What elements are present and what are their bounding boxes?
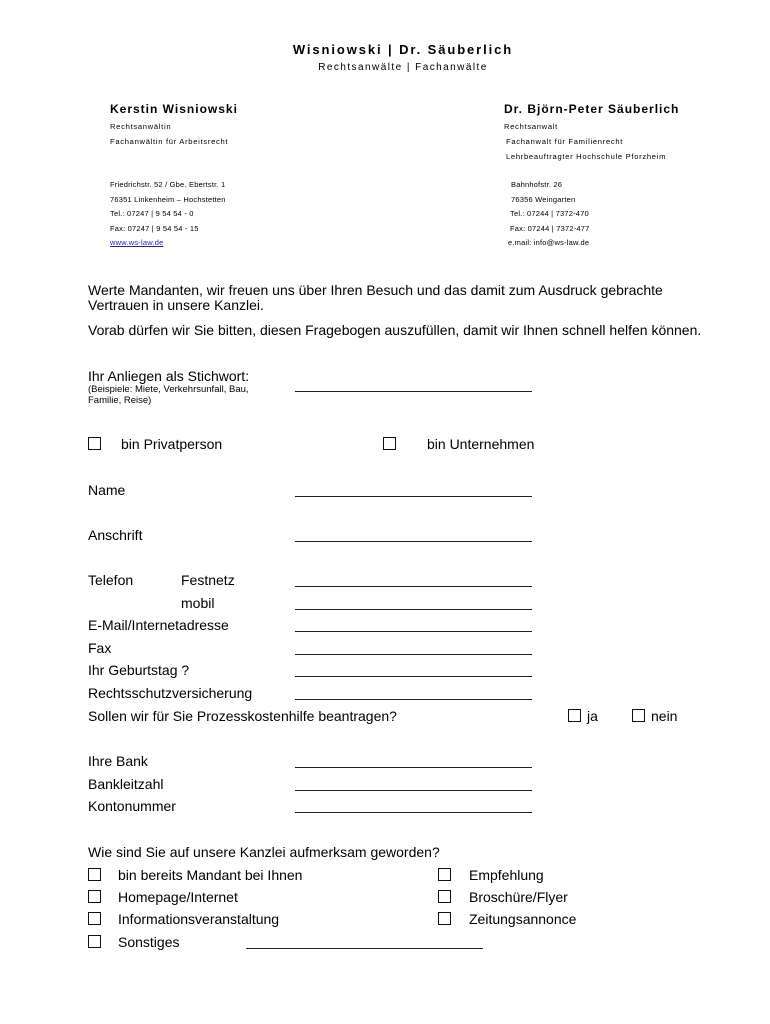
recommendation-label: Empfehlung	[469, 867, 544, 883]
company-label: bin Unternehmen	[427, 436, 535, 452]
legal-aid-no-label: nein	[651, 708, 678, 724]
lawyer-phone-left: Tel.: 07247 | 9 54 54 - 0	[110, 209, 194, 218]
legal-aid-no-checkbox[interactable]	[632, 709, 645, 722]
legal-aid-yes-label: ja	[587, 708, 598, 724]
homepage-checkbox[interactable]	[88, 890, 101, 903]
private-person-label: bin Privatperson	[121, 436, 223, 452]
fax-label: Fax	[88, 640, 112, 656]
concern-examples-line-2: Familie, Reise)	[88, 395, 152, 406]
other-label: Sonstiges	[118, 934, 180, 950]
intro-line-2: Vertrauen in unsere Kanzlei.	[88, 297, 264, 313]
firm-subtitle: Rechtsanwälte | Fachanwälte	[318, 62, 488, 73]
brochure-checkbox[interactable]	[438, 890, 451, 903]
birthday-input-line[interactable]	[295, 676, 532, 677]
bank-input-line[interactable]	[295, 767, 532, 768]
bank-code-input-line[interactable]	[295, 790, 532, 791]
private-person-checkbox[interactable]	[88, 437, 101, 450]
lawyer-lectureship-right: Lehrbeauftragter Hochschule Pforzheim	[506, 152, 667, 161]
other-checkbox[interactable]	[88, 935, 101, 948]
bank-label: Ihre Bank	[88, 753, 148, 769]
lawyer-specialty-left: Fachanwältin für Arbeitsrecht	[110, 137, 229, 146]
account-number-label: Kontonummer	[88, 798, 176, 814]
lawyer-fax-left: Fax: 07247 | 9 54 54 - 15	[110, 224, 199, 233]
lawyer-email-right: e.mail: info@ws-law.de	[508, 238, 590, 247]
lawyer-city-right: 76356 Weingarten	[511, 195, 576, 204]
existing-client-label: bin bereits Mandant bei Ihnen	[118, 867, 303, 883]
info-event-checkbox[interactable]	[88, 912, 101, 925]
fax-input-line[interactable]	[295, 654, 532, 655]
company-checkbox[interactable]	[383, 437, 396, 450]
existing-client-checkbox[interactable]	[88, 868, 101, 881]
legal-insurance-label: Rechtsschutzversicherung	[88, 685, 253, 701]
address-label: Anschrift	[88, 527, 143, 543]
name-label: Name	[88, 482, 126, 498]
brochure-label: Broschüre/Flyer	[469, 889, 568, 905]
lawyer-street-right: Bahnhofstr. 26	[511, 180, 563, 189]
legal-aid-question: Sollen wir für Sie Prozesskostenhilfe beantragen?	[88, 708, 397, 724]
landline-label: Festnetz	[181, 572, 235, 588]
recommendation-checkbox[interactable]	[438, 868, 451, 881]
bank-code-label: Bankleitzahl	[88, 776, 164, 792]
mobile-label: mobil	[181, 595, 215, 611]
lawyer-name-left: Kerstin Wisniowski	[110, 102, 238, 116]
address-input-line[interactable]	[295, 541, 532, 542]
lawyer-phone-right: Tel.: 07244 | 7372-470	[510, 209, 589, 218]
info-event-label: Informationsveranstaltung	[118, 911, 280, 927]
other-input-line[interactable]	[246, 948, 483, 949]
lawyer-title-left: Rechtsanwältin	[110, 122, 172, 131]
name-input-line[interactable]	[295, 496, 532, 497]
firm-name: Wisniowski | Dr. Säuberlich	[292, 42, 514, 57]
newspaper-ad-label: Zeitungsannonce	[469, 911, 577, 927]
lawyer-street-left: Friedrichstr. 52 / Gbe. Ebertstr. 1	[110, 180, 226, 189]
website-link[interactable]: www.ws-law.de	[110, 238, 164, 247]
lawyer-specialty-right: Fachanwalt für Familienrecht	[506, 137, 624, 146]
intro-line-3: Vorab dürfen wir Sie bitten, diesen Fragebogen auszufüllen, damit wir Ihnen schnell helfen können.	[88, 322, 702, 338]
legal-aid-yes-checkbox[interactable]	[568, 709, 581, 722]
account-number-input-line[interactable]	[295, 812, 532, 813]
lawyer-city-left: 76351 Linkenheim – Hochstetten	[110, 195, 226, 204]
homepage-label: Homepage/Internet	[118, 889, 238, 905]
email-label: E-Mail/Internetadresse	[88, 617, 229, 633]
legal-insurance-input-line[interactable]	[295, 699, 532, 700]
birthday-label: Ihr Geburtstag ?	[88, 662, 190, 678]
concern-input-line[interactable]	[295, 391, 532, 392]
landline-input-line[interactable]	[295, 586, 532, 587]
mobile-input-line[interactable]	[295, 609, 532, 610]
phone-label: Telefon	[88, 572, 134, 588]
lawyer-name-right: Dr. Björn-Peter Säuberlich	[504, 102, 680, 116]
newspaper-ad-checkbox[interactable]	[438, 912, 451, 925]
lawyer-title-right: Rechtsanwalt	[504, 122, 558, 131]
concern-label: Ihr Anliegen als Stichwort:	[88, 368, 250, 384]
concern-examples-line-1: (Beispiele: Miete, Verkehrsunfall, Bau,	[88, 384, 249, 395]
lawyer-fax-right: Fax: 07244 | 7372-477	[510, 224, 590, 233]
email-input-line[interactable]	[295, 631, 532, 632]
referral-question: Wie sind Sie auf unsere Kanzlei aufmerksam geworden?	[88, 844, 440, 860]
intro-line-1: Werte Mandanten, wir freuen uns über Ihren Besuch und das damit zum Ausdruck gebrachte	[88, 282, 663, 298]
